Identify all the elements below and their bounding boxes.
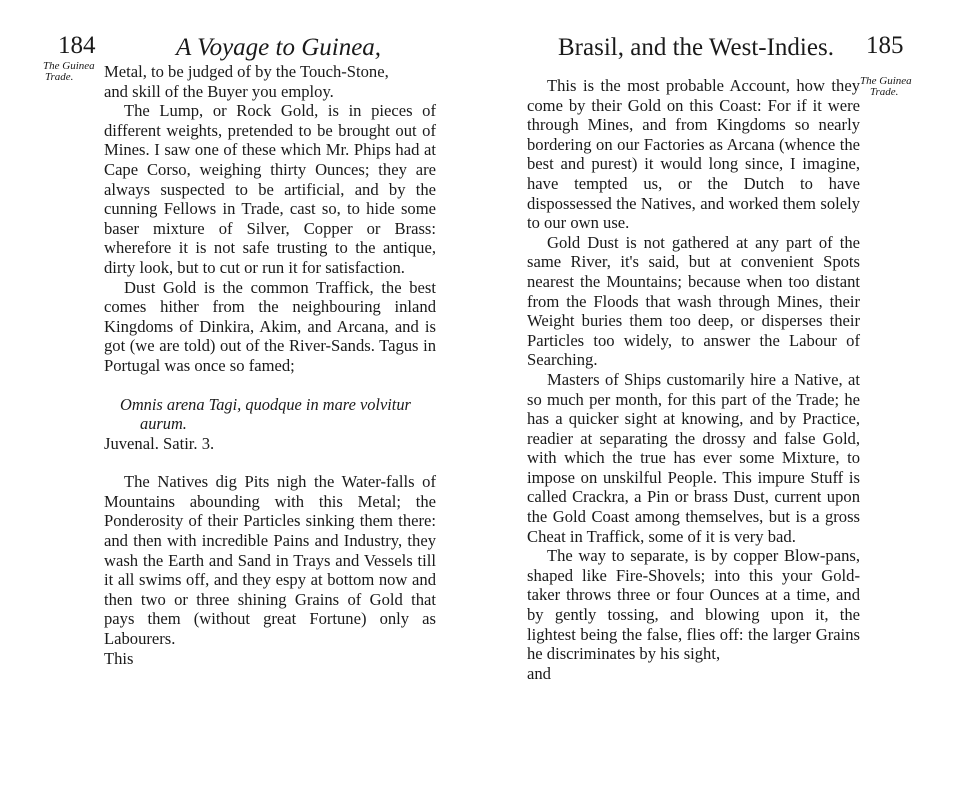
right-body-text: [527, 76, 860, 683]
right-page: [500, 0, 980, 789]
catchword-left: This: [104, 648, 134, 668]
paragraph-dust-gold: Dust Gold is the common Traffick, the best comes hither from the neighbouring inland Kingdoms of Dinkira, Akim, and Arcana, and is got (we are told) out of the River-Sands. Tagus in Portugal was once so famed;: [104, 277, 436, 375]
page-number-right: 185: [866, 32, 904, 59]
page-number-left: 184: [58, 32, 96, 59]
paragraph-continued-2: and skill of the Buyer you employ.: [104, 81, 334, 101]
quote-line: aurum.: [140, 414, 187, 434]
paragraph-gold-dust: Gold Dust is not gathered at any part of the same River, it's said, but at convenient Spots nearest the Mountains; because when too distant from the Floods that wash through Mines, their Weight buries them too deep, or disperses their Particles too widely, to answer the Labour of Searching.: [527, 232, 860, 370]
side-note-line: The Guinea: [43, 60, 95, 72]
paragraph-natives: The Natives dig Pits nigh the Water-falls of Mountains abounding with this Metal; the Ponderosity of their Particles sinking them there: and then with incredible Pains and Industry, they wash the Earth and Sand in Trays and Vessels till it all swims off, and they espy at bottom now and then two or three shining Grains of Gold that pays them (without great Fortune) only as Labourers.: [104, 472, 436, 649]
paragraph-probable-account: This is the most probable Account, how they come by their Gold on this Coast: For if it were through Mines, and from Kingdoms so nearly bordering on our Factories as Arcana (whence the best and purest) it would long since, I imagine, have tempted us, or the Dutch to have dispossessed the Natives, and worked them solely to our own use.: [527, 76, 860, 233]
left-body-text: [104, 62, 436, 668]
paragraph-continued: Metal, to be judged of by the Touch-Stone,: [104, 62, 389, 81]
paragraph-way-to-separate: The way to separate, is by copper Blow-pans, shaped like Fire-Shovels; into this your Gold-taker throws three or four Ounces at a time, and by gently tossing, and blowing upon it, the lightest being the false, flies off: the larger Grains he discriminates by his sight,: [527, 546, 860, 664]
paragraph-masters-of-ships: Masters of Ships customarily hire a Native, at so much per month, for this part of the Trade; he has a quicker sight at knowing, and by Practice, readier at separating the drossy and false Gold, with which the true has ever some Mixture, to impose on unskilful People. This impure Stuff is called Crackra, a Pin or brass Dust, current upon the Gold Coast among themselves, but is a gross Cheat in Traffick, some of it is very bad.: [527, 369, 860, 546]
side-note-line: The Guinea: [860, 75, 912, 87]
side-note-line: Trade.: [45, 71, 74, 83]
running-head-right: Brasil, and the West-Indies.: [558, 34, 834, 61]
left-page: [0, 0, 470, 789]
side-note-left: [43, 61, 95, 83]
catchword-right: and: [527, 663, 551, 683]
paragraph-lump-gold: The Lump, or Rock Gold, is in pieces of different weights, pretended to be brought out of Mines. I saw one of these which Mr. Phips had at Cape Corso, weighing thirty Ounces; they are always suspected to be artificial, and by the cunning Fellows in Trade, cast so, to hide some baser mixture of Silver, Copper or Brass: wherefore it is not safe trusting to the antique, dirty look, but to cut or run it for satisfaction.: [104, 101, 436, 277]
side-note-line: Trade.: [870, 86, 899, 98]
latin-quotation: [104, 395, 436, 434]
quote-citation: Juvenal. Satir. 3.: [104, 433, 215, 453]
side-note-right: [860, 76, 912, 98]
quote-line: Omnis arena Tagi, quodque in mare volvitur: [120, 394, 411, 414]
running-head-left: A Voyage to Guinea,: [176, 34, 382, 61]
